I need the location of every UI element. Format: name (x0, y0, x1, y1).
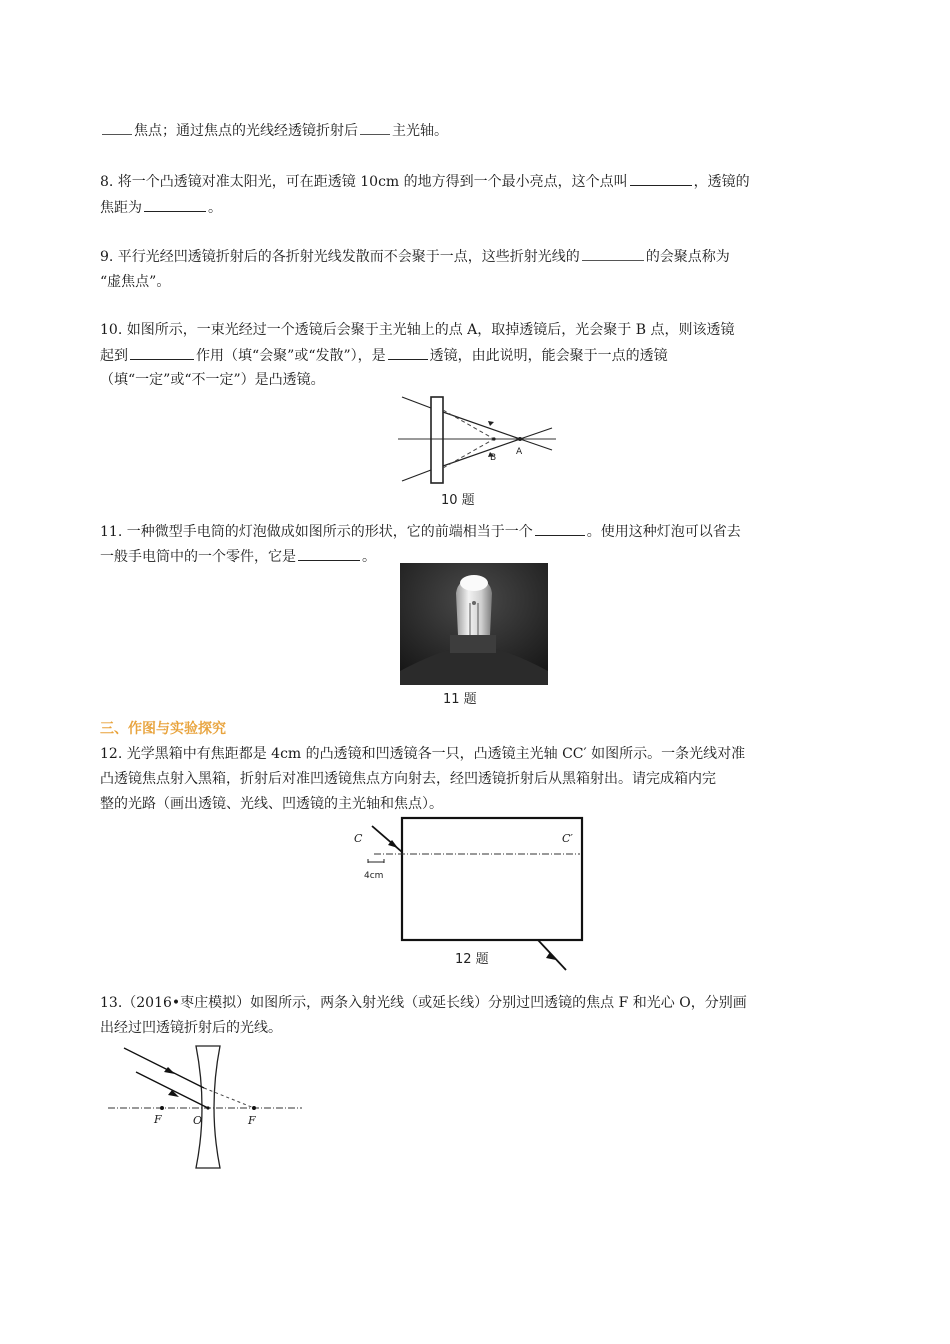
q7-text-a: 焦点；通过焦点的光线经透镜折射后 (134, 123, 358, 139)
q13-optical-center (206, 1106, 209, 1109)
q9-line1 (100, 246, 730, 267)
q10-caption: 10 题 (441, 493, 475, 508)
q7-blank-2[interactable] (360, 120, 390, 135)
q12-incident-ray (372, 826, 402, 852)
q8-blank-1[interactable] (630, 171, 692, 186)
q11-text-c: 一般手电筒中的一个零件，它是 (100, 549, 296, 565)
q12-label-c2: C′ (562, 832, 573, 845)
q11-line2 (100, 546, 376, 567)
q13-label-o: O (193, 1114, 203, 1127)
q9-text-a: 9. 平行光经凹透镜折射后的各折射光线发散而不会聚于一点，这些折射光线的 (100, 249, 580, 265)
q10-lens-block (431, 397, 443, 483)
q11-bulb-photo (400, 563, 548, 685)
q10-label-a: A (516, 447, 523, 457)
q8-blank-2[interactable] (144, 197, 206, 212)
q13-ray-to-focus (124, 1048, 204, 1088)
q11-blank-1[interactable] (535, 521, 585, 536)
q10-arrow-top (488, 421, 494, 426)
q7-text-b: 主光轴。 (392, 123, 448, 139)
q10-blank-1[interactable] (130, 345, 194, 360)
q13-line1: 13.（2016•枣庄模拟）如图所示，两条入射光线（或延长线）分别过凹透镜的焦点 F 和光心 O，分别画 (100, 995, 747, 1011)
q8-text-d: 。 (208, 200, 222, 216)
q9-text-b: 的会聚点称为 (645, 249, 730, 265)
q13-focus-right (252, 1106, 256, 1110)
q13-label-f-left: F (154, 1113, 162, 1126)
q13-line2: 出经过凹透镜折射后的光线。 (100, 1020, 282, 1036)
q10-dashed-bottom (443, 439, 497, 468)
q10-label-b: B (490, 453, 497, 463)
q9-blank-1[interactable] (582, 246, 644, 261)
q12-label-c: C (354, 832, 363, 845)
q10-text-b: 作用（填“会聚”或“发散”），是 (196, 348, 386, 364)
q11-caption: 11 题 (443, 692, 477, 707)
q10-figure (398, 392, 558, 488)
q12-black-box (402, 818, 582, 940)
q11-blank-2[interactable] (298, 546, 360, 561)
q8-text-b: ，透镜的 (693, 174, 750, 190)
section3-title: 三、作图与实验探究 (100, 721, 226, 737)
q10-text-c: 透镜，由此说明，能会聚于一点的透镜 (429, 348, 668, 364)
q10-text-a: 起到 (100, 348, 128, 364)
q8-text-a: 8. 将一个凸透镜对准太阳光，可在距透镜 10cm 的地方得到一个最小亮点，这个点叫 (100, 174, 628, 190)
q10-ray-in-top (402, 397, 431, 408)
q10-point-a (518, 437, 522, 441)
q12-line3: 整的光路（画出透镜、光线、凹透镜的主光轴和焦点）。 (100, 796, 443, 812)
q10-ray-after-bottom (520, 439, 552, 450)
q10-line3: （填“一定”或“不一定”）是凸透镜。 (100, 372, 325, 388)
q11-text-a: 11. 一种微型手电筒的灯泡做成如图所示的形状，它的前端相当于一个 (100, 524, 533, 540)
q8-text-c: 焦距为 (100, 200, 142, 216)
q11-line1 (100, 521, 741, 542)
q11-text-b: 。使用这种灯泡可以省去 (586, 524, 741, 540)
q12-line1: 12. 光学黑箱中有焦距都是 4cm 的凸透镜和凹透镜各一只，凸透镜主光轴 CC′ 如图所示。一条光线对准 (100, 746, 746, 762)
q12-label-scale: 4cm (364, 871, 384, 881)
q10-ray-out-bottom (443, 439, 520, 466)
q10-ray-after-top (520, 428, 552, 439)
q10-ray-in-bottom (402, 470, 431, 481)
q8-line1 (100, 171, 750, 192)
q13-figure (108, 1040, 304, 1174)
q9-line2: “虚焦点”。 (100, 274, 171, 290)
q10-line1: 10. 如图所示，一束光经过一个透镜后会聚于主光轴上的点 A，取掉透镜后，光会聚于 B 点，则该透镜 (100, 322, 735, 338)
q10-ray-out-top (443, 412, 520, 439)
q12-caption: 12 题 (455, 952, 489, 967)
q12-line2: 凸透镜焦点射入黑箱，折射后对准凹透镜焦点方向射去，经凹透镜折射后从黑箱射出。请完成箱内完 (100, 771, 716, 787)
q10-blank-2[interactable] (388, 345, 428, 360)
q8-line2 (100, 197, 222, 218)
q7-line1 (100, 120, 448, 141)
q11-text-d: 。 (362, 549, 376, 565)
q13-label-f-right: F (248, 1114, 256, 1127)
q10-line2 (100, 345, 668, 366)
q13-focus-left (160, 1106, 164, 1110)
q10-point-b (492, 437, 495, 440)
q7-blank-1[interactable] (102, 120, 132, 135)
q13-ray-extension (204, 1088, 254, 1108)
q10-dashed-top (443, 410, 494, 439)
